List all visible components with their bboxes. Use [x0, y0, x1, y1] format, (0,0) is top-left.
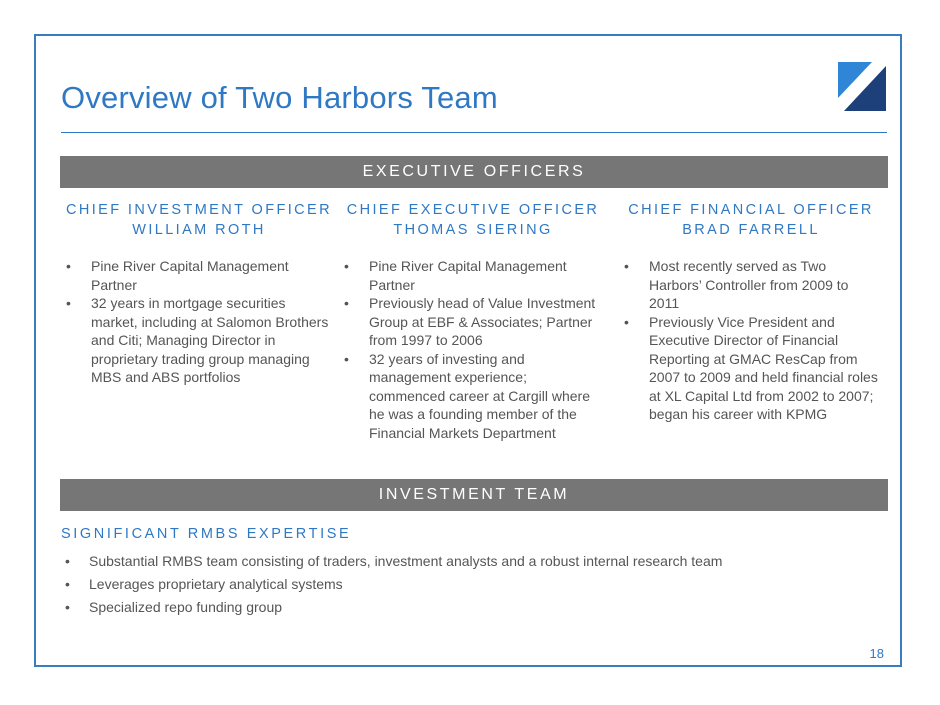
bullet-text: Specialized repo funding group	[89, 599, 283, 615]
bullet-icon: •	[65, 576, 70, 592]
bullet-text: Pine River Capital Management Partner	[91, 258, 289, 293]
officer-role: CHIEF EXECUTIVE OFFICER	[346, 202, 600, 218]
officer-name: BRAD FARRELL	[682, 222, 820, 238]
company-logo	[838, 62, 886, 111]
bullet-text: Substantial RMBS team consisting of traders, investment analysts and a robust internal research team	[89, 553, 723, 569]
bullet-icon: •	[65, 553, 70, 569]
officer-bullets	[62, 257, 336, 387]
investment-team-bar: INVESTMENT TEAM	[60, 479, 888, 511]
page-title: Overview of Two Harbors Team	[61, 80, 498, 115]
bullet-icon: •	[66, 295, 71, 311]
officer-bullets	[340, 257, 606, 442]
officer-column-cfo	[620, 200, 882, 422]
officer-column-ceo	[340, 200, 606, 441]
bullet-text: Pine River Capital Management Partner	[369, 258, 567, 293]
bullet-item	[62, 294, 336, 387]
bullet-text: Previously Vice President and Executive Director of Financial Reporting at GMAC ResCap from 2007 to 2009 and held financial roles at XL Capital Ltd from 2002 to 2007; began his career with KPMG	[649, 313, 878, 422]
bullet-item	[62, 596, 862, 619]
bullet-icon: •	[624, 258, 629, 274]
bullet-item	[62, 257, 336, 294]
bullet-text: 32 years of investing and management experience; commenced career at Cargill where he was a founding member of the Financial Markets Department	[369, 350, 590, 441]
officer-name: THOMAS SIERING	[393, 222, 553, 238]
bullet-text: Most recently served as Two Harbors’ Controller from 2009 to 2011	[649, 258, 849, 311]
bullet-item	[340, 294, 606, 350]
bullet-item	[620, 257, 882, 313]
title-divider	[61, 132, 887, 133]
bullet-item	[62, 550, 862, 573]
page-number: 18	[869, 646, 884, 661]
bullet-icon: •	[344, 295, 349, 311]
bullet-item	[62, 573, 862, 596]
executive-officers-bar: EXECUTIVE OFFICERS	[60, 156, 888, 188]
bullet-icon: •	[66, 258, 71, 274]
bullet-icon: •	[344, 350, 349, 367]
investment-bullets	[62, 550, 862, 619]
bullet-icon: •	[344, 258, 349, 274]
bullet-item	[620, 313, 882, 424]
bullet-text: Leverages proprietary analytical systems	[89, 576, 343, 592]
officer-role: CHIEF FINANCIAL OFFICER	[628, 202, 874, 218]
officer-bullets	[620, 257, 882, 424]
bullet-icon: •	[65, 599, 70, 615]
bullet-icon: •	[624, 313, 629, 330]
bullet-text: Previously head of Value Investment Group at EBF & Associates; Partner from 1997 to 2006	[369, 295, 596, 348]
officer-name: WILLIAM ROTH	[132, 222, 266, 238]
officer-role: CHIEF INVESTMENT OFFICER	[66, 202, 332, 218]
officer-column-cio	[62, 200, 336, 385]
bullet-item	[340, 350, 606, 443]
rmbs-expertise-heading: SIGNIFICANT RMBS EXPERTISE	[61, 526, 352, 542]
bullet-text: 32 years in mortgage securities market, including at Salomon Brothers and Citi; Managing Director in proprietary trading group managing MBS and ABS portfolios	[91, 295, 329, 385]
bullet-item	[340, 257, 606, 294]
